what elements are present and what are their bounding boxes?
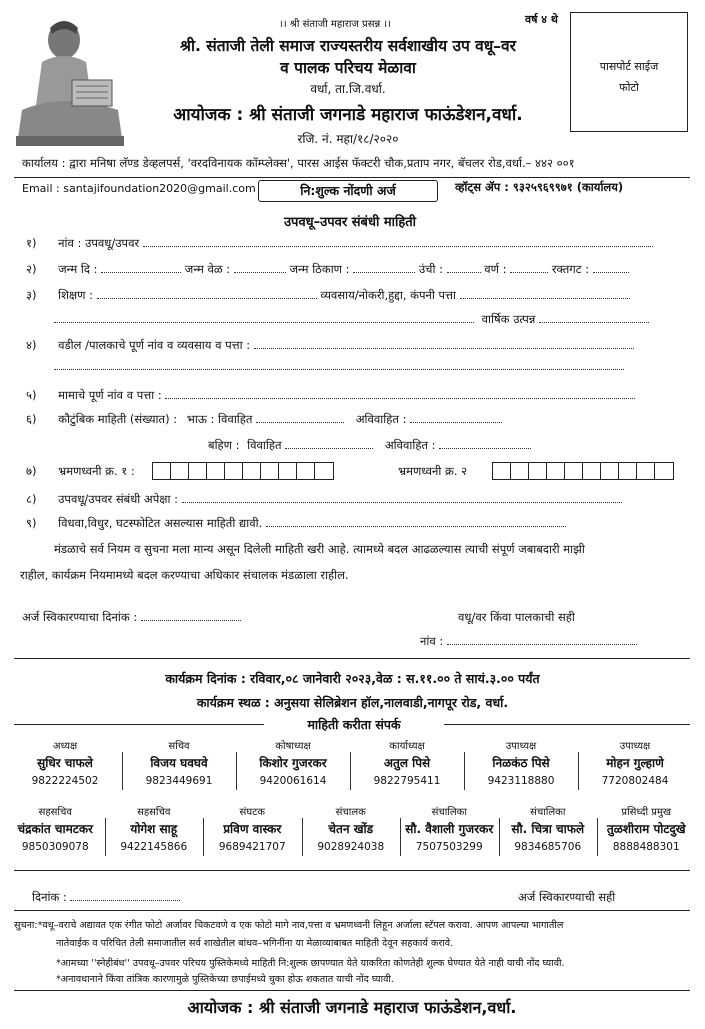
q3-row2	[54, 312, 649, 327]
q1-input[interactable]	[143, 237, 653, 247]
contact-name: मोहन गुल्हाणे	[606, 756, 664, 770]
blood-group-input[interactable]	[593, 263, 629, 273]
q4-label: वडील /पालकाचे पूर्ण नांव व व्यवसाय व पत्ता :	[58, 338, 251, 352]
contact-card	[8, 738, 122, 787]
q6-row2	[208, 438, 531, 453]
contact-card	[122, 738, 236, 787]
birth-time-label: जन्म वेळ :	[184, 262, 231, 276]
sister-married-input[interactable]	[285, 439, 373, 449]
q4-input-line2[interactable]	[54, 360, 624, 370]
contact-name: चेतन खोंड	[328, 822, 374, 836]
q8-label: उपवधू/उपवर संबंधी अपेक्षा :	[58, 492, 179, 506]
organizer-title: आयोजक : श्री संताजी जगनाडे महाराज फाऊंडेशन,वर्धा.	[173, 105, 523, 125]
brother-married-input[interactable]	[256, 413, 344, 423]
q3-row	[26, 288, 630, 303]
q5-row	[26, 388, 635, 403]
contact-phone[interactable]: 9420061614	[259, 775, 327, 787]
contact-card	[400, 804, 499, 853]
q7-row	[26, 464, 135, 479]
birth-place-label: जन्म ठिकाण :	[289, 262, 350, 276]
q7-number: ७)	[26, 464, 37, 478]
saint-portrait	[14, 10, 126, 150]
whatsapp: व्हॉट्स ॲप : ९३२५९६९९७१ (कार्यालय)	[455, 180, 624, 194]
birth-place-input[interactable]	[353, 263, 415, 273]
dob-input[interactable]	[101, 263, 181, 273]
q1-number: १)	[26, 236, 37, 250]
contact-card	[302, 804, 401, 853]
registration-number: रजि. नं. महा/१८/२०२०	[297, 132, 399, 146]
contact-role: संचालिका	[530, 807, 566, 818]
birth-time-input[interactable]	[234, 263, 286, 273]
phone2-boxes[interactable]	[492, 462, 674, 480]
q1-label: नांव : उपवधू/उपवर	[58, 236, 140, 250]
declaration-line1: मंडळाचे सर्व नियम व सुचना मला मान्य असून दिलेली माहिती खरी आहे. त्यामध्ये बदल आढळल्यास त्याची संपूर्ण जबाबदारी माझी	[54, 542, 585, 556]
sister-unmarried-label: अविवाहित :	[384, 438, 436, 452]
brother-married-label: विवाहित	[218, 412, 253, 426]
office-address: कार्यालय : द्वारा मनिषा लॅण्ड डेव्हलपर्स, 'वरदविनायक कॉम्प्लेक्स', पारस आईस फॅक्टरी चौक,प्रताप नगर, बॅचलर रोड,वर्धा.– ४४२ ००१	[22, 156, 575, 170]
contact-card	[105, 804, 204, 853]
contacts-title: माहिती करीता संपर्क	[307, 717, 401, 732]
q3-number: ३)	[26, 288, 37, 302]
q6-label: कौटुंबिक माहिती (संख्यात) :	[58, 412, 178, 426]
footer-date-label: दिनांक :	[32, 890, 67, 904]
contact-phone[interactable]: 9834685706	[514, 841, 582, 853]
q4-row	[26, 338, 634, 353]
q4-row2	[54, 360, 624, 373]
q5-label: मामाचे पूर्ण नांव व पत्ता :	[58, 388, 162, 402]
contact-card	[578, 738, 692, 787]
contact-phone[interactable]: 9423118880	[487, 775, 555, 787]
contact-phone[interactable]: 9028924038	[317, 841, 385, 853]
contact-name: चंद्रकांत चामटकर	[17, 822, 93, 836]
contact-name: किशोर गुजरकर	[259, 756, 327, 770]
income-input[interactable]	[539, 313, 649, 323]
q5-number: ५)	[26, 388, 37, 402]
q9-number: ९)	[26, 516, 37, 530]
photo-box-line1: पासपोर्ट साईज	[599, 60, 659, 73]
note-2: *आमच्या ''स्नेहीबंध'' उपवधू–उपवर परिचय पुस्तिकेमध्ये माहिती नि:शुल्क छापण्यात येते याकरिता कोणतेही शुल्क घेण्यात येते नाही याची नोंद घ्यावी.	[56, 958, 565, 969]
note-1: सुचना:*वधू–वराचे अद्यावत एक रंगीत फोटो अर्जावर चिकटवणे व एक फोटो मागे नाव,पत्ता व भ्रमणध्वनी लिहून अर्जाला स्टॅपल करावा. आपण आपल्या भागातील	[14, 920, 564, 931]
q8-row	[26, 492, 622, 507]
q9-label: विधवा,विधुर, घटस्फोटित असल्यास माहिती द्यावी.	[58, 516, 263, 530]
section-title: उपवधू–उपवर संबंधी माहिती	[283, 215, 417, 230]
note-3: *अनावधानाने किंवा तांत्रिक कारणामुळे पुस्तिकेच्या छपाईमध्ये चुका होऊ शकतात याची नोंद घ्यावी.	[56, 974, 394, 985]
name-label: नांव :	[420, 634, 444, 648]
contact-name: तुळशीराम पोटदुखे	[606, 822, 686, 836]
contact-phone[interactable]: 9823449691	[145, 775, 213, 787]
receiver-signature-label: अर्ज स्विकारण्याची सही	[518, 890, 616, 904]
signature-label: वधू/वर किंवा पालकाची सही	[458, 610, 575, 624]
contact-role: उपाध्यक्ष	[619, 741, 651, 752]
contact-name: योगेश साहू	[130, 822, 178, 836]
contact-name: अतुल पिसे	[383, 756, 431, 770]
event-title-line1: श्री. संताजी तेली समाज राज्यस्तरीय सर्वशाखीय उप वधू–वर	[179, 37, 517, 55]
acceptance-date-row	[22, 610, 241, 625]
contact-role: सहसचिव	[137, 807, 171, 818]
contact-phone[interactable]: 8888488301	[612, 841, 680, 853]
contact-role: सहसचिव	[38, 807, 72, 818]
brother-unmarried-input[interactable]	[410, 413, 502, 423]
occupation-input-line2[interactable]	[54, 313, 474, 323]
dob-label: जन्म दि :	[58, 262, 98, 276]
photo-box-line2: फोटो	[619, 81, 639, 94]
contact-card	[464, 738, 578, 787]
occupation-label: व्यवसाय/नोकरी,हुद्दा, कंपनी पत्ता	[320, 288, 456, 302]
contact-phone[interactable]: 9422145866	[120, 841, 188, 853]
q9-row	[26, 516, 566, 531]
q5-input[interactable]	[165, 389, 635, 399]
contact-role: संचालिका	[431, 807, 467, 818]
contact-card	[6, 804, 105, 853]
footer-organizer: आयोजक : श्री संताजी जगनाडे महाराज फाऊंडेशन,वर्धा.	[187, 998, 517, 1017]
event-title-line2: व पालक परिचय मेळावा	[280, 59, 416, 77]
sister-married-label: विवाहित	[247, 438, 282, 452]
contact-phone[interactable]: 7507503299	[415, 841, 483, 853]
acceptance-date-input[interactable]	[141, 611, 241, 621]
education-label: शिक्षण :	[58, 288, 94, 302]
form-title-badge: नि:शुल्क नोंदणी अर्ज	[258, 180, 438, 202]
contact-phone[interactable]: 9822224502	[31, 775, 99, 787]
contact-card	[203, 804, 302, 853]
complexion-input[interactable]	[510, 263, 548, 273]
brother-unmarried-label: अविवाहित :	[355, 412, 407, 426]
brother-label: भाऊ :	[186, 412, 215, 426]
phone1-label: भ्रमणध्वनी क्र. १ :	[58, 464, 135, 478]
contact-phone[interactable]: 7720802484	[601, 775, 669, 787]
contact-role: संघटक	[239, 807, 265, 818]
contact-card	[236, 738, 350, 787]
invocation: ।। श्री संताजी महाराज प्रसन्न ।।	[279, 19, 391, 30]
contact-name: सुधिर चाफले	[37, 756, 93, 770]
contact-name: विजय घवघवे	[150, 756, 208, 770]
contact-role: प्रसिध्दी प्रमुख	[621, 807, 672, 818]
contact-name: सौ. वैशाली गुजरकर	[405, 822, 494, 836]
contact-role: अध्यक्ष	[52, 741, 78, 752]
photo-box	[570, 12, 688, 132]
contact-name: सौ. चित्रा चाफले	[511, 822, 585, 836]
education-input[interactable]	[97, 289, 317, 299]
event-date: कार्यक्रम दिनांक : रविवार,०८ जानेवारी २०२३,वेळ : स.११.०० ते सायं.३.०० पर्यंत	[165, 671, 540, 686]
name-row	[420, 634, 637, 649]
contact-phone[interactable]: 9822795411	[373, 775, 441, 787]
sister-label: बहिण :	[208, 438, 240, 452]
q2-row	[26, 262, 629, 277]
contact-role: कार्याध्यक्ष	[389, 741, 425, 752]
q8-input[interactable]	[182, 493, 622, 503]
contact-role: उपाध्यक्ष	[505, 741, 537, 752]
blood-group-label: रक्तगट :	[551, 262, 590, 276]
occupation-input[interactable]	[460, 289, 630, 299]
contact-phone[interactable]: 9689421707	[218, 841, 286, 853]
phone2-label: भ्रमणध्वनी क्र. २	[398, 464, 468, 478]
contact-card	[499, 804, 598, 853]
contact-card	[597, 804, 696, 853]
contact-role: कोषाध्यक्ष	[275, 741, 311, 752]
q4-input[interactable]	[254, 339, 634, 349]
phone1-boxes[interactable]	[152, 462, 334, 480]
contact-name: निळकंठ पिसे	[492, 756, 550, 770]
q9-input[interactable]	[266, 517, 566, 527]
q2-number: २)	[26, 262, 37, 276]
q4-number: ४)	[26, 338, 37, 352]
email: Email : santajifoundation2020@gmail.com	[22, 182, 256, 195]
q6-number: ६)	[26, 412, 37, 426]
contact-phone[interactable]: 9850309078	[21, 841, 89, 853]
note-1b: नातेवाईक व परिचित तेली समाजातील सर्व शाखेतील बांधव–भगिनींना या मेळाव्याबाबत माहिती देवून सहकार्य करावे.	[56, 938, 454, 949]
footer-date-input[interactable]	[70, 891, 180, 901]
income-label: वार्षिक उत्पन्न	[481, 312, 536, 326]
event-title-line3: वर्धा, ता.जि.वर्धा.	[310, 82, 386, 96]
footer-date-row	[32, 890, 180, 905]
height-label: उंची :	[418, 262, 443, 276]
sister-unmarried-input[interactable]	[439, 439, 531, 449]
contact-role: सचिव	[168, 741, 190, 752]
q1-row	[26, 236, 653, 251]
contact-name: प्रविण वास्कर	[223, 822, 282, 836]
declaration-line2: राहील, कार्यक्रम नियमामध्ये बदल करण्याचा अधिकार संचालक मंडळाला राहील.	[20, 568, 349, 582]
year-label: वर्ष ४ थे	[525, 13, 558, 26]
q8-number: ८)	[26, 492, 37, 506]
contact-card	[350, 738, 464, 787]
acceptance-date-label: अर्ज स्विकारण्याचा दिनांक :	[22, 610, 138, 624]
q6-row	[26, 412, 502, 427]
event-venue: कार्यक्रम स्थळ : अनुसया सेलिब्रेशन हॉल,नालवाडी,नागपूर रोड, वर्धा.	[196, 695, 509, 710]
complexion-label: वर्ण :	[484, 262, 507, 276]
contact-role: संचालक	[335, 807, 366, 818]
name-input[interactable]	[447, 635, 637, 645]
height-input[interactable]	[447, 263, 481, 273]
